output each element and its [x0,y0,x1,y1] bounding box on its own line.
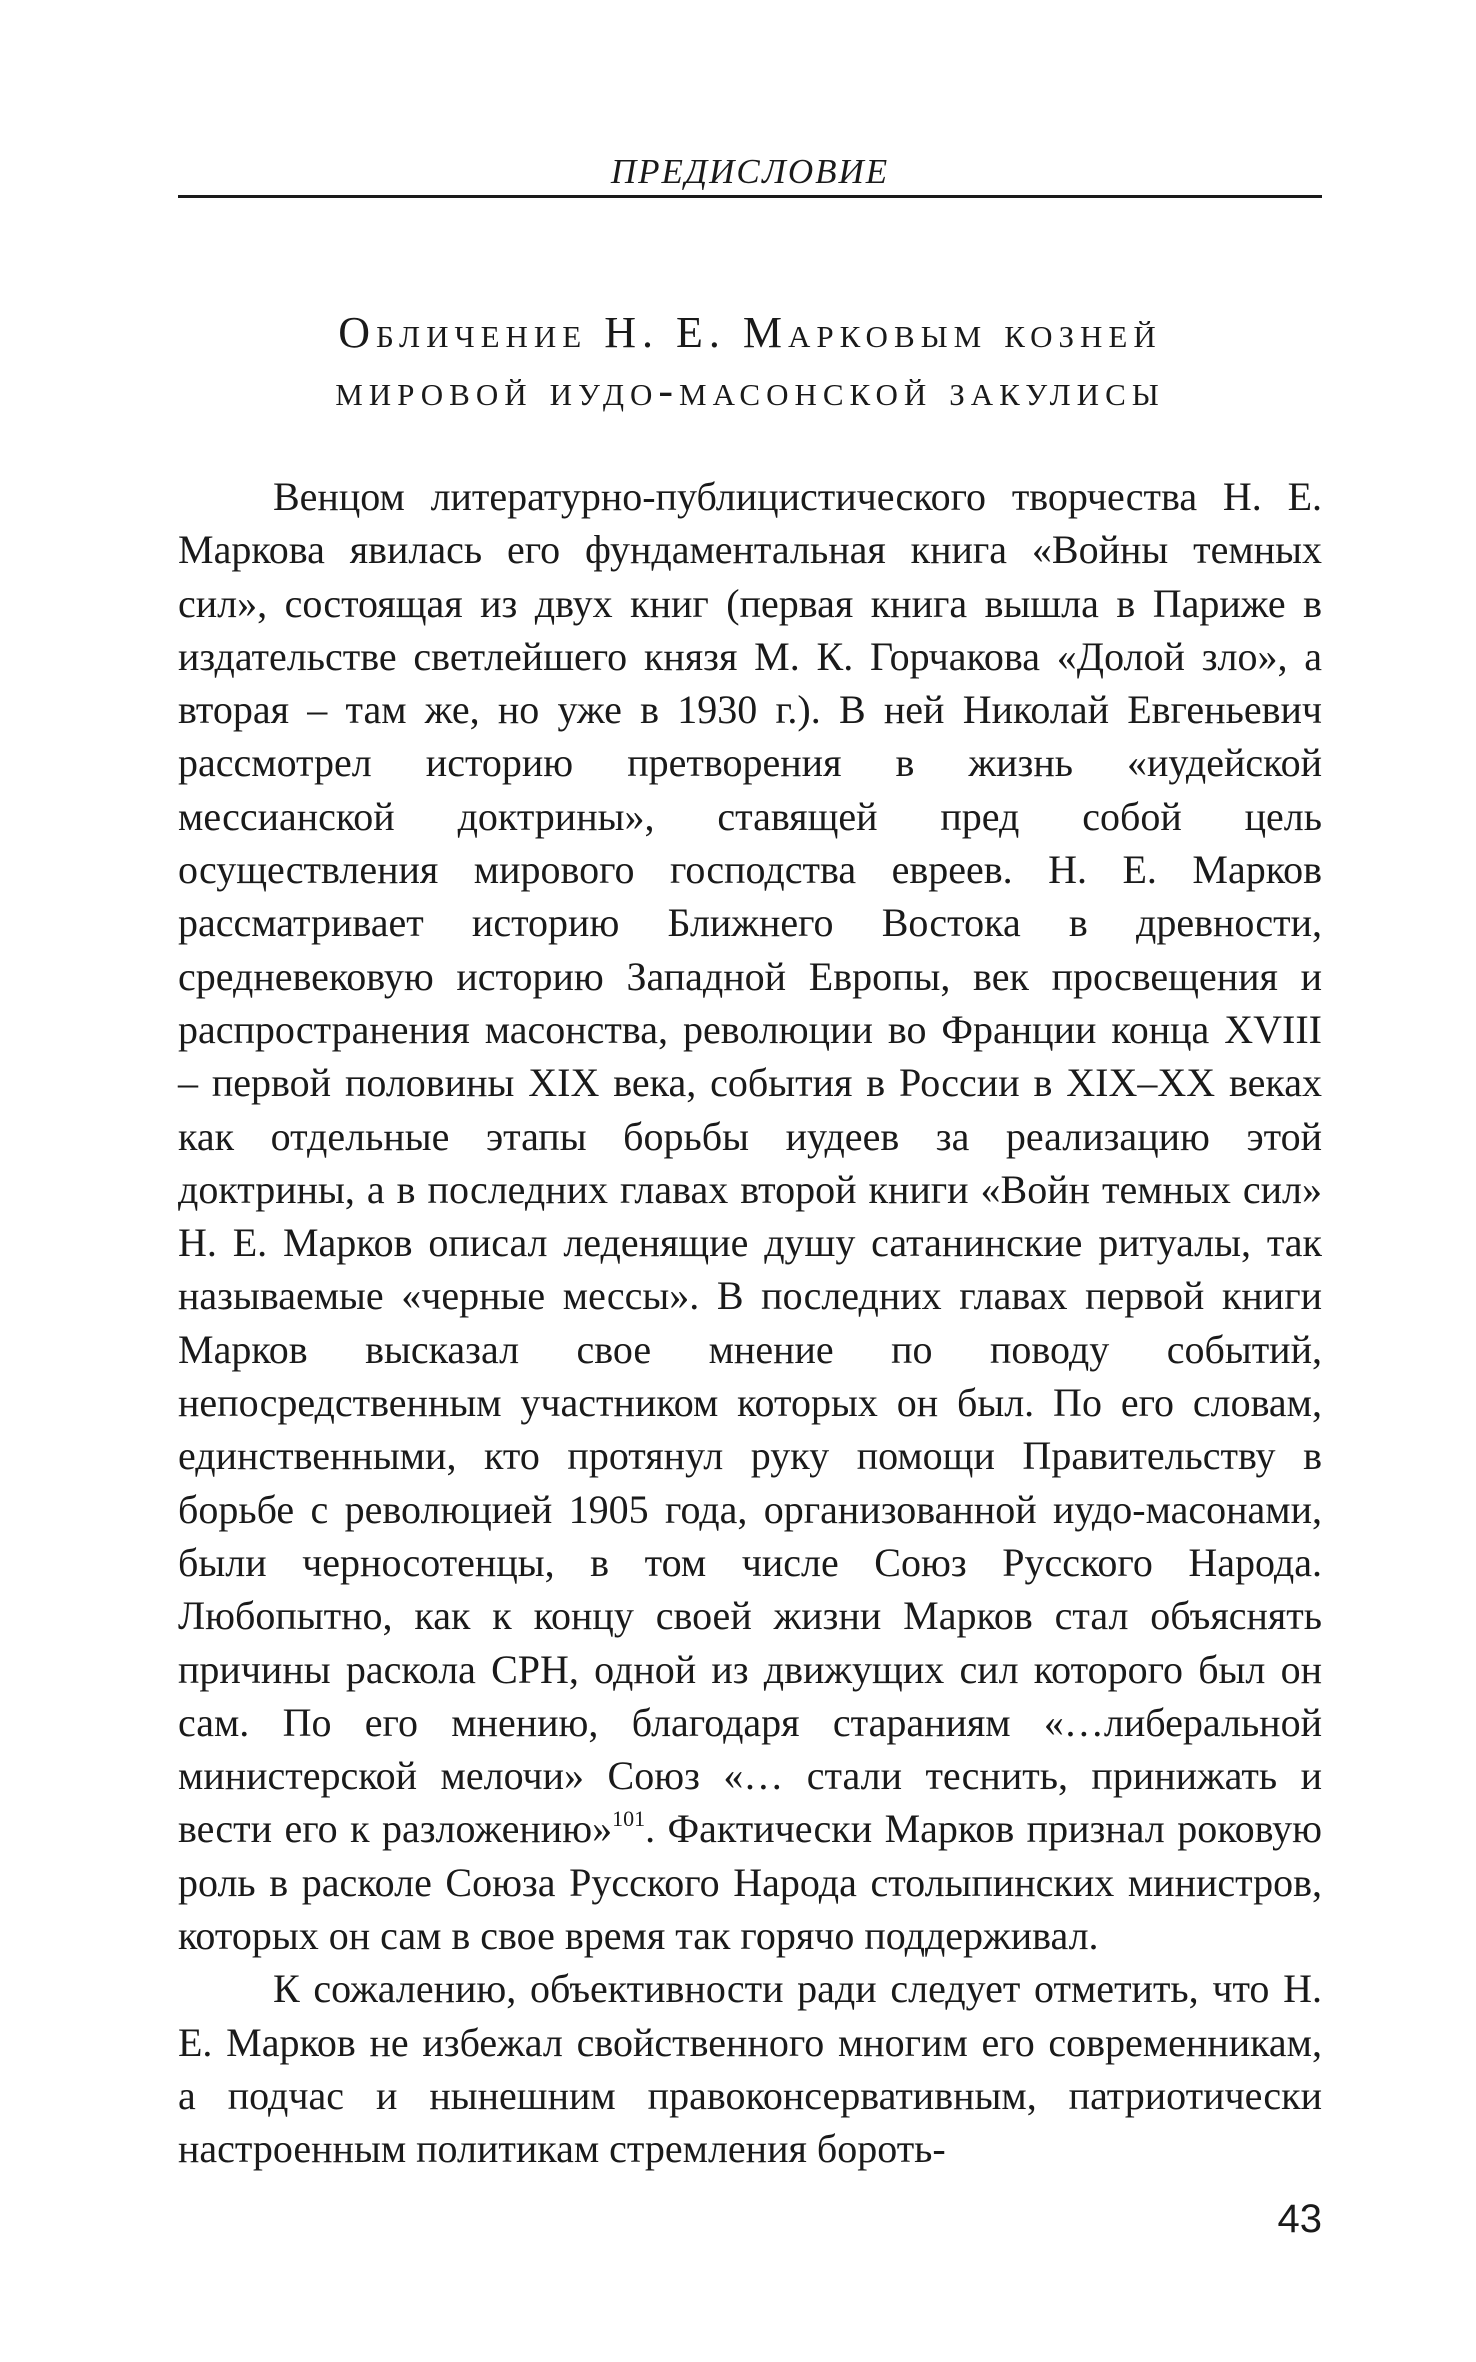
body-text [178,470,1322,2176]
chapter-title: Обличение Н. Е. Марковым козней мировой иудо-масонской закулисы [335,308,1165,415]
paragraph-1-text-continued: . Фактически Марков признал роковую роль в расколе Союза Русского Народа столыпинских министров, которых он сам в свое время так горячо поддерживал. [178,1806,1322,1959]
page-number: 43 [1277,2197,1322,2241]
footnote-reference: 101 [612,1806,646,1832]
paragraph-2: К сожалению, объективности ради следует отметить, что Н. Е. Марков не избежал свойственного многим его современникам, а подчас и нынешним правоконсервативным, патриотически настроенным политикам стремления бороть- [178,1966,1322,2172]
paragraph-1 [178,470,1322,1962]
paragraph-1-text: Венцом литературно-публицистического творчества Н. Е. Маркова явилась его фундаментальная книга «Войны темных сил», состоящая из двух книг (первая книга вышла в Париже в издательстве светлейшего князя М. К. Горчакова «Долой зло», а вторая – там же, но уже в 1930 г.). В ней Николай Евгеньевич рассмотрел историю претворения в жизнь «иудейской мессианской доктрины», ставящей пред собой цель осуществления мирового господства евреев. Н. Е. Марков рассматривает историю Ближнего Востока в древности, средневековую историю Западной Европы, век просвещения и распространения масонства, революции во Франции конца XVIII – первой половины XIX века, события в России в XIX–XX веках как отдельные этапы борьбы иудеев за реализацию этой доктрины, а в последних главах второй книги «Войн темных сил» Н. Е. Марков описал леденящие душу сатанинские ритуалы, так называемые «черные мессы». В последних главах первой книги Марков высказал свое мнение по поводу событий, непосредственным участником которых он был. По его словам, единственными, кто протянул руку помощи Правительству в борьбе с революцией 1905 года, организованной иудо-масонами, были черносотенцы, в том числе Союз Русского Народа. Любопытно, как к концу своей жизни Марков стал объяснять причины раскола СРН, одной из движущих сил которого был он сам. По его мнению, благодаря стараниям «…либеральной министерской мелочи» Союз «… стали теснить, принижать и вести его к разложению» [178,474,1322,1852]
running-header: ПРЕДИСЛОВИЕ [610,152,890,191]
header-rule [178,195,1322,198]
